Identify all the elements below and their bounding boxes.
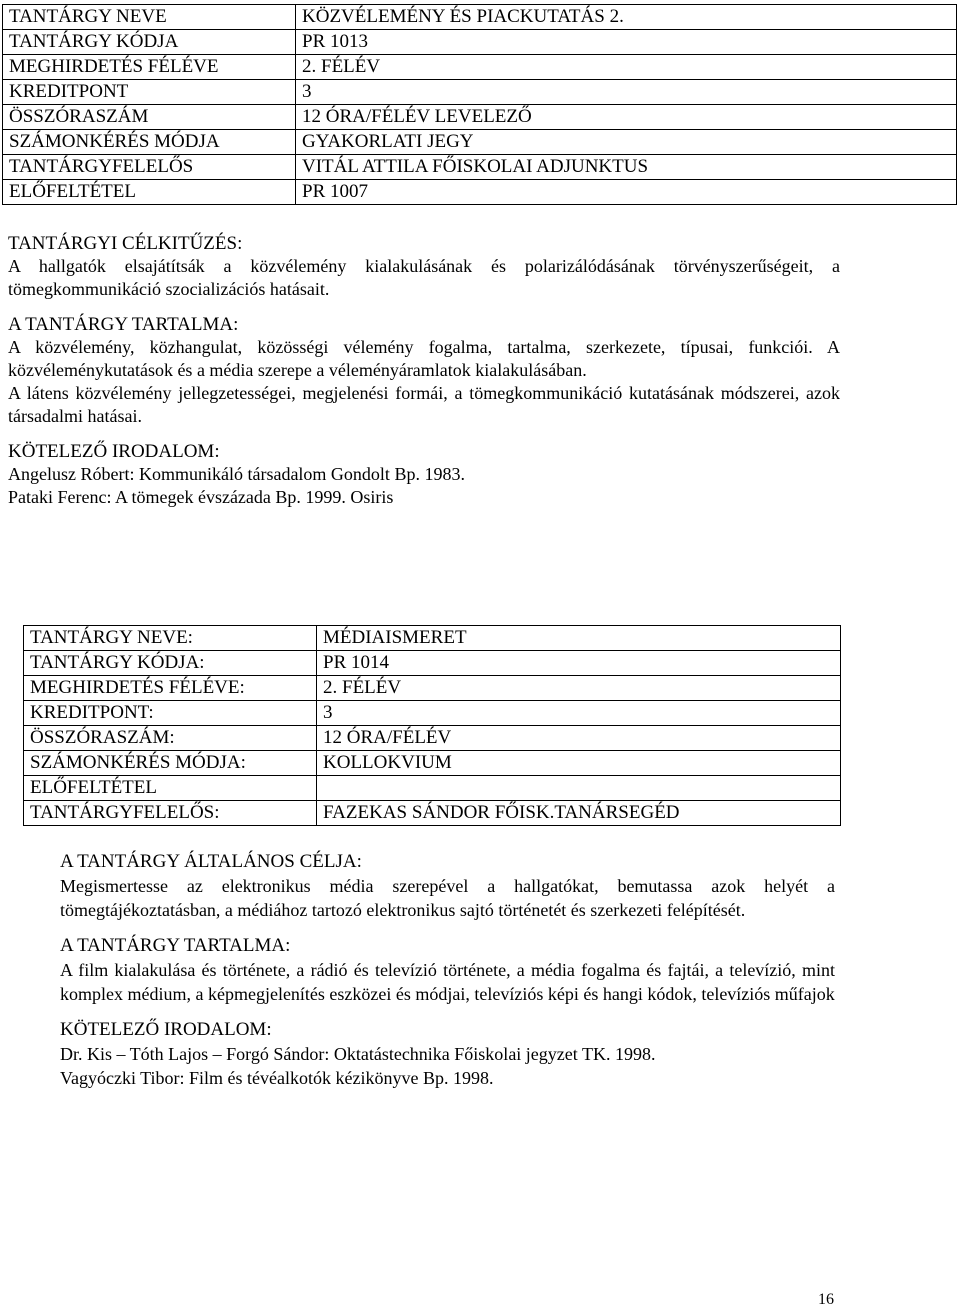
- table-row: [24, 676, 841, 701]
- row-value: KÖZVÉLEMÉNY ÉS PIACKUTATÁS 2.: [296, 5, 957, 30]
- course1-info-table: [2, 4, 957, 205]
- row-label: SZÁMONKÉRÉS MÓDJA:: [24, 751, 317, 776]
- course1-description: [8, 232, 840, 509]
- content-heading: A TANTÁRGY TARTALMA:: [60, 935, 291, 956]
- row-label: ÖSSZÓRASZÁM: [3, 105, 296, 130]
- row-label: ELŐFELTÉTEL: [3, 180, 296, 205]
- row-label: TANTÁRGY KÓDJA: [3, 30, 296, 55]
- row-value: 2. FÉLÉV: [296, 55, 957, 80]
- row-value: 3: [296, 80, 957, 105]
- table-row: [3, 30, 957, 55]
- row-value: 2. FÉLÉV: [317, 676, 841, 701]
- table-row: [3, 5, 957, 30]
- content-heading: A TANTÁRGY TARTALMA:: [8, 314, 239, 335]
- row-label: KREDITPONT:: [24, 701, 317, 726]
- page-number: 16: [818, 1291, 834, 1308]
- table-row: [3, 55, 957, 80]
- goal-text: Megismertesse az elektronikus média szerepével a hallgatókat, bemutassa azok helyét a tömegtájékoztatásban, a médiához tartozó elektronikus sajtó történetét és szerkezeti felépítését.: [60, 876, 835, 920]
- row-label: MEGHIRDETÉS FÉLÉVE:: [24, 676, 317, 701]
- table-row: [3, 105, 957, 130]
- row-value: MÉDIAISMERET: [317, 626, 841, 651]
- row-value: PR 1014: [317, 651, 841, 676]
- goal-heading: A TANTÁRGY ÁLTALÁNOS CÉLJA:: [60, 851, 362, 872]
- table-row: [24, 751, 841, 776]
- row-value: 3: [317, 701, 841, 726]
- table-row: [24, 626, 841, 651]
- literature-item: Dr. Kis – Tóth Lajos – Forgó Sándor: Oktatástechnika Főiskolai jegyzet TK. 1998.: [60, 1044, 656, 1064]
- row-value: GYAKORLATI JEGY: [296, 130, 957, 155]
- content-text: A látens közvélemény jellegzetességei, megjelenési formái, a tömegkommunikáció kutatásának módszerei, azok társadalmi hatásai.: [8, 383, 840, 426]
- course2-info-table: [23, 625, 841, 826]
- table-row: [3, 155, 957, 180]
- literature-heading: KÖTELEZŐ IRODALOM:: [8, 441, 220, 462]
- row-value: KOLLOKVIUM: [317, 751, 841, 776]
- table-row: [3, 80, 957, 105]
- row-value: PR 1007: [296, 180, 957, 205]
- content-text: A közvélemény, közhangulat, közösségi vélemény fogalma, tartalma, szerkezete, típusai, funkciói. A közvéleménykutatások és a média szerepe a véleményáramlatok kialakulásában.: [8, 337, 840, 380]
- row-value: 12 ÓRA/FÉLÉV: [317, 726, 841, 751]
- row-value: 12 ÓRA/FÉLÉV LEVELEZŐ: [296, 105, 957, 130]
- row-label: TANTÁRGYFELELŐS: [3, 155, 296, 180]
- table-row: [3, 180, 957, 205]
- table-row: [3, 130, 957, 155]
- table-row: [24, 651, 841, 676]
- table-row: [24, 701, 841, 726]
- row-value: FAZEKAS SÁNDOR FŐISK.TANÁRSEGÉD: [317, 801, 841, 826]
- row-value: VITÁL ATTILA FŐISKOLAI ADJUNKTUS: [296, 155, 957, 180]
- row-label: TANTÁRGYFELELŐS:: [24, 801, 317, 826]
- row-label: SZÁMONKÉRÉS MÓDJA: [3, 130, 296, 155]
- row-value: [317, 776, 841, 801]
- row-label: MEGHIRDETÉS FÉLÉVE: [3, 55, 296, 80]
- row-label: TANTÁRGY KÓDJA:: [24, 651, 317, 676]
- literature-item: Pataki Ferenc: A tömegek évszázada Bp. 1999. Osiris: [8, 487, 394, 507]
- row-label: KREDITPONT: [3, 80, 296, 105]
- table-row: [24, 776, 841, 801]
- row-label: ELŐFELTÉTEL: [24, 776, 317, 801]
- row-value: PR 1013: [296, 30, 957, 55]
- row-label: TANTÁRGY NEVE: [3, 5, 296, 30]
- literature-heading: KÖTELEZŐ IRODALOM:: [60, 1019, 272, 1040]
- literature-item: Vagyóczki Tibor: Film és tévéalkotók kézikönyve Bp. 1998.: [60, 1068, 494, 1088]
- table-row: [24, 726, 841, 751]
- goal-text: A hallgatók elsajátítsák a közvélemény kialakulásának és polarizálódásának törvényszerűségeit, a tömegkommunikáció szocializációs hatásait.: [8, 256, 840, 299]
- table-row: [24, 801, 841, 826]
- goal-heading: TANTÁRGYI CÉLKITŰZÉS:: [8, 233, 243, 254]
- row-label: ÖSSZÓRASZÁM:: [24, 726, 317, 751]
- course2-description: [60, 850, 835, 1090]
- literature-item: Angelusz Róbert: Kommunikáló társadalom Gondolt Bp. 1983.: [8, 464, 465, 484]
- row-label: TANTÁRGY NEVE:: [24, 626, 317, 651]
- content-text: A film kialakulása és története, a rádió és televízió története, a média fogalma és fajtái, a televízió, mint komplex médium, a képmegjelenítés eszközei és módjai, televíziós képi és hangi kódok, televíziós műfajok: [60, 960, 835, 1004]
